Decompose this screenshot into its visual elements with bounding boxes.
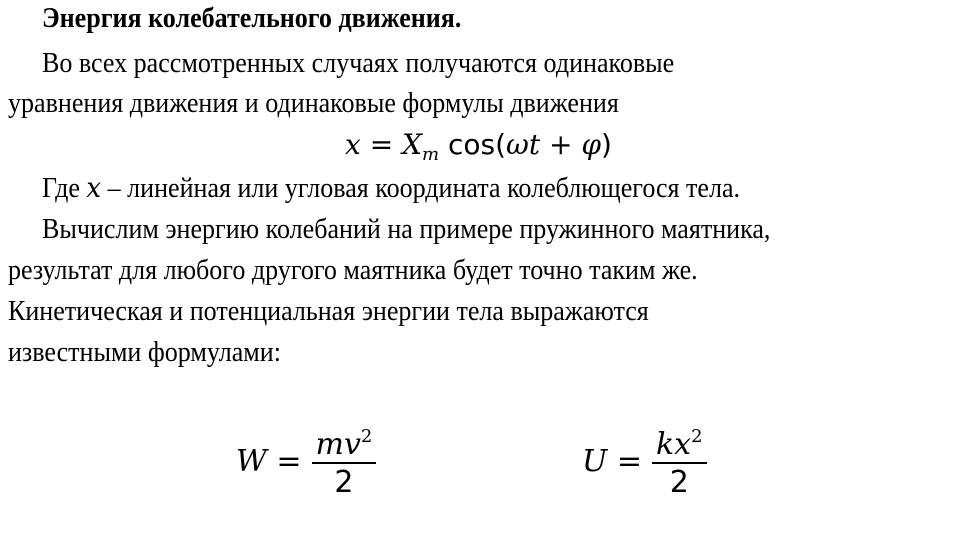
paragraph-line-7: известными формулами: [8, 337, 281, 368]
paragraph-line-1: Во всех рассмотренных случаях получаются одинаковые [42, 48, 675, 79]
paragraph-line-2: уравнения движения и одинаковые формулы движения [8, 88, 619, 119]
paragraph-line-4: Вычислим энергию колебаний на примере пружинного маятника, [42, 214, 771, 245]
slide-title: Энергия колебательного движения. [42, 3, 462, 34]
paragraph-line-3: Где x – линейная или угловая координата колеблющегося тела. [42, 171, 741, 204]
motion-equation: $x = X_m$ cos(ωt + φ) [345, 128, 612, 165]
paragraph-line-5: результат для любого другого маятника будет точно таким же. [8, 255, 698, 286]
kinetic-energy-formula: W = $\frac{mv^2}{2}$ [236, 420, 376, 502]
potential-energy-formula: U = $\frac{kx^2}{2}$ [582, 420, 707, 502]
paragraph-line-6: Кинетическая и потенциальная энергии тела выражаются [8, 296, 649, 327]
